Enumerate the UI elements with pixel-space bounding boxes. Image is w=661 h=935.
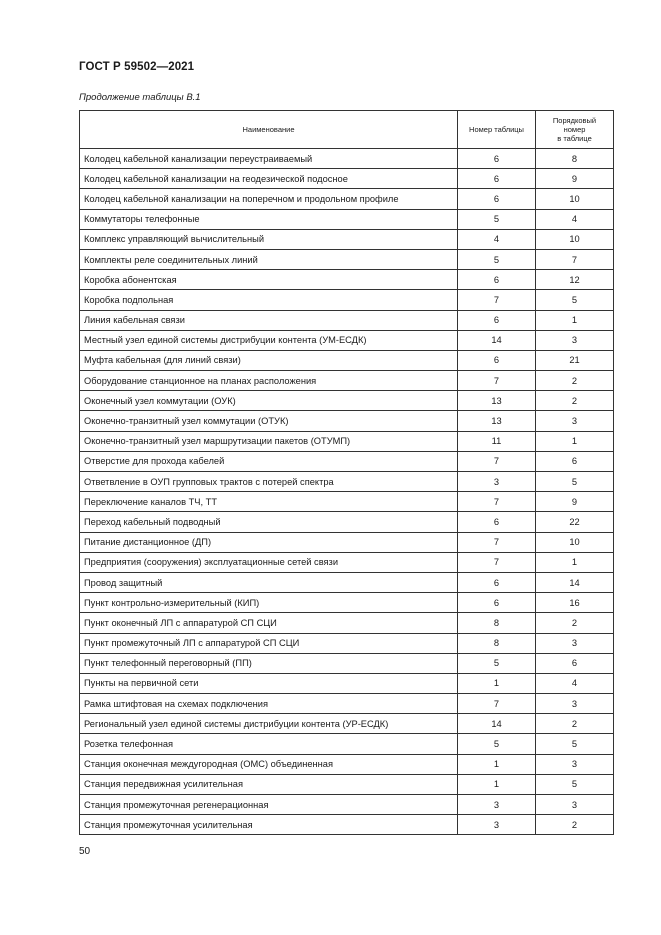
table-row xyxy=(80,371,614,391)
row-name-cell: Провод защитный xyxy=(80,572,458,592)
row-table-number-cell: 7 xyxy=(458,451,536,471)
row-table-number-cell: 6 xyxy=(458,270,536,290)
row-order-number-cell: 21 xyxy=(536,350,614,370)
row-name-cell: Коробка абонентская xyxy=(80,270,458,290)
row-order-number-cell: 8 xyxy=(536,149,614,169)
row-table-number-cell: 6 xyxy=(458,572,536,592)
row-name-cell: Пункт оконечный ЛП с аппаратурой СП СЦИ xyxy=(80,613,458,633)
symbols-index-table xyxy=(79,110,614,835)
table-row xyxy=(80,613,614,633)
page-number: 50 xyxy=(79,846,91,857)
row-order-number-cell: 4 xyxy=(536,673,614,693)
column-header-name: Наименование xyxy=(80,111,458,149)
table-row xyxy=(80,492,614,512)
table-row xyxy=(80,815,614,835)
row-table-number-cell: 14 xyxy=(458,330,536,350)
row-name-cell: Колодец кабельной канализации на геодезической подосное xyxy=(80,169,458,189)
row-name-cell: Пункт контрольно-измерительный (КИП) xyxy=(80,593,458,613)
row-name-cell: Ответвление в ОУП групповых трактов с потерей спектра xyxy=(80,472,458,492)
row-name-cell: Колодец кабельной канализации на поперечном и продольном профиле xyxy=(80,189,458,209)
row-table-number-cell: 6 xyxy=(458,169,536,189)
row-order-number-cell: 5 xyxy=(536,290,614,310)
row-name-cell: Линия кабельная связи xyxy=(80,310,458,330)
row-name-cell: Оконечно-транзитный узел маршрутизации пакетов (ОТУМП) xyxy=(80,431,458,451)
row-order-number-cell: 22 xyxy=(536,512,614,532)
row-name-cell: Оборудование станционное на планах расположения xyxy=(80,371,458,391)
row-order-number-cell: 6 xyxy=(536,451,614,471)
row-name-cell: Муфта кабельная (для линий связи) xyxy=(80,350,458,370)
column-header-order-number: Порядковый номер в таблице xyxy=(536,111,614,149)
row-table-number-cell: 7 xyxy=(458,532,536,552)
row-order-number-cell: 3 xyxy=(536,754,614,774)
table-row xyxy=(80,572,614,592)
row-table-number-cell: 5 xyxy=(458,653,536,673)
table-row xyxy=(80,451,614,471)
row-table-number-cell: 6 xyxy=(458,149,536,169)
row-name-cell: Местный узел единой системы дистрибуции контента (УМ-ЕСДК) xyxy=(80,330,458,350)
table-row xyxy=(80,472,614,492)
column-header-table-number: Номер таблицы xyxy=(458,111,536,149)
table-continuation-caption: Продолжение таблицы В.1 xyxy=(79,92,201,103)
table-row xyxy=(80,653,614,673)
row-table-number-cell: 3 xyxy=(458,815,536,835)
row-name-cell: Предприятия (сооружения) эксплуатационные сетей связи xyxy=(80,552,458,572)
row-name-cell: Региональный узел единой системы дистрибуции контента (УР-ЕСДК) xyxy=(80,714,458,734)
row-order-number-cell: 10 xyxy=(536,189,614,209)
row-name-cell: Станция промежуточная регенерационная xyxy=(80,795,458,815)
row-table-number-cell: 1 xyxy=(458,754,536,774)
table-row xyxy=(80,734,614,754)
row-name-cell: Оконечный узел коммутации (ОУК) xyxy=(80,391,458,411)
row-order-number-cell: 4 xyxy=(536,209,614,229)
table-row xyxy=(80,633,614,653)
row-order-number-cell: 1 xyxy=(536,552,614,572)
row-table-number-cell: 13 xyxy=(458,391,536,411)
table-row xyxy=(80,431,614,451)
row-order-number-cell: 10 xyxy=(536,532,614,552)
table-header-row xyxy=(80,111,614,149)
row-order-number-cell: 5 xyxy=(536,472,614,492)
row-order-number-cell: 6 xyxy=(536,653,614,673)
row-name-cell: Комплекты реле соединительных линий xyxy=(80,249,458,269)
table-row xyxy=(80,552,614,572)
row-order-number-cell: 14 xyxy=(536,572,614,592)
table-row xyxy=(80,754,614,774)
table-row xyxy=(80,714,614,734)
row-table-number-cell: 5 xyxy=(458,209,536,229)
row-name-cell: Пункт телефонный переговорный (ПП) xyxy=(80,653,458,673)
table-row xyxy=(80,774,614,794)
table-body xyxy=(80,149,614,835)
row-order-number-cell: 2 xyxy=(536,391,614,411)
row-table-number-cell: 7 xyxy=(458,371,536,391)
table-row xyxy=(80,512,614,532)
row-order-number-cell: 3 xyxy=(536,694,614,714)
table-row xyxy=(80,694,614,714)
row-name-cell: Колодец кабельной канализации переустраиваемый xyxy=(80,149,458,169)
row-order-number-cell: 1 xyxy=(536,431,614,451)
row-table-number-cell: 6 xyxy=(458,310,536,330)
row-table-number-cell: 6 xyxy=(458,350,536,370)
row-table-number-cell: 8 xyxy=(458,613,536,633)
table-row xyxy=(80,270,614,290)
row-order-number-cell: 12 xyxy=(536,270,614,290)
table-row xyxy=(80,169,614,189)
row-table-number-cell: 3 xyxy=(458,795,536,815)
table-row xyxy=(80,593,614,613)
row-name-cell: Питание дистанционное (ДП) xyxy=(80,532,458,552)
row-order-number-cell: 1 xyxy=(536,310,614,330)
row-order-number-cell: 3 xyxy=(536,633,614,653)
row-table-number-cell: 6 xyxy=(458,189,536,209)
row-order-number-cell: 2 xyxy=(536,714,614,734)
row-name-cell: Переключение каналов ТЧ, ТТ xyxy=(80,492,458,512)
row-order-number-cell: 9 xyxy=(536,492,614,512)
table-row xyxy=(80,330,614,350)
row-name-cell: Комплекс управляющий вычислительный xyxy=(80,229,458,249)
row-name-cell: Переход кабельный подводный xyxy=(80,512,458,532)
table-row xyxy=(80,350,614,370)
table-row xyxy=(80,795,614,815)
table-row xyxy=(80,209,614,229)
row-table-number-cell: 3 xyxy=(458,472,536,492)
row-table-number-cell: 7 xyxy=(458,290,536,310)
row-order-number-cell: 3 xyxy=(536,330,614,350)
row-name-cell: Розетка телефонная xyxy=(80,734,458,754)
table-row xyxy=(80,673,614,693)
row-table-number-cell: 6 xyxy=(458,512,536,532)
row-table-number-cell: 7 xyxy=(458,552,536,572)
table-row xyxy=(80,411,614,431)
row-table-number-cell: 13 xyxy=(458,411,536,431)
row-order-number-cell: 5 xyxy=(536,774,614,794)
table-row xyxy=(80,290,614,310)
row-table-number-cell: 5 xyxy=(458,734,536,754)
document-code: ГОСТ Р 59502—2021 xyxy=(79,61,195,73)
row-table-number-cell: 6 xyxy=(458,593,536,613)
row-table-number-cell: 7 xyxy=(458,694,536,714)
row-table-number-cell: 7 xyxy=(458,492,536,512)
row-order-number-cell: 3 xyxy=(536,411,614,431)
row-name-cell: Пункт промежуточный ЛП с аппаратурой СП СЦИ xyxy=(80,633,458,653)
row-name-cell: Станция передвижная усилительная xyxy=(80,774,458,794)
row-order-number-cell: 7 xyxy=(536,249,614,269)
row-name-cell: Станция оконечная междугородная (ОМС) объединенная xyxy=(80,754,458,774)
row-order-number-cell: 3 xyxy=(536,795,614,815)
row-table-number-cell: 5 xyxy=(458,249,536,269)
table-row xyxy=(80,149,614,169)
row-table-number-cell: 1 xyxy=(458,673,536,693)
row-name-cell: Коробка подпольная xyxy=(80,290,458,310)
row-order-number-cell: 10 xyxy=(536,229,614,249)
row-name-cell: Оконечно-транзитный узел коммутации (ОТУК) xyxy=(80,411,458,431)
row-name-cell: Отверстие для прохода кабелей xyxy=(80,451,458,471)
table-row xyxy=(80,249,614,269)
row-order-number-cell: 16 xyxy=(536,593,614,613)
row-table-number-cell: 4 xyxy=(458,229,536,249)
row-order-number-cell: 9 xyxy=(536,169,614,189)
row-name-cell: Станция промежуточная усилительная xyxy=(80,815,458,835)
row-name-cell: Рамка штифтовая на схемах подключения xyxy=(80,694,458,714)
row-order-number-cell: 2 xyxy=(536,613,614,633)
table-row xyxy=(80,310,614,330)
table-row xyxy=(80,189,614,209)
row-table-number-cell: 8 xyxy=(458,633,536,653)
row-table-number-cell: 11 xyxy=(458,431,536,451)
table-row xyxy=(80,391,614,411)
row-name-cell: Пункты на первичной сети xyxy=(80,673,458,693)
row-order-number-cell: 2 xyxy=(536,371,614,391)
table-row xyxy=(80,229,614,249)
row-order-number-cell: 2 xyxy=(536,815,614,835)
row-name-cell: Коммутаторы телефонные xyxy=(80,209,458,229)
row-order-number-cell: 5 xyxy=(536,734,614,754)
table-row xyxy=(80,532,614,552)
row-table-number-cell: 14 xyxy=(458,714,536,734)
row-table-number-cell: 1 xyxy=(458,774,536,794)
